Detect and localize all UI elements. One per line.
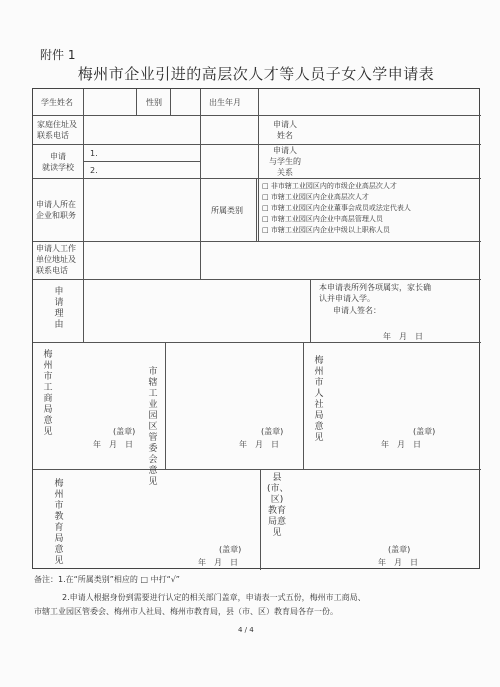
company-job-label: 申请人所在 企业和职务 — [36, 200, 76, 220]
birth-label: 出生年月 — [209, 98, 241, 107]
category-label: 所属类别 — [211, 206, 243, 215]
seal-edu: (盖章) — [219, 545, 242, 554]
date-edu: 年 月 日 — [198, 558, 238, 567]
date-county: 年 月 日 — [378, 558, 418, 567]
note-2b: 市辖工业园区管委会、梅州市人社局、梅州市教育局，县（市、区）教育局各存一份。 — [34, 607, 338, 616]
reason-label: 申请理由 — [54, 287, 64, 330]
category-option[interactable]: □ 市辖工业园区内企业中高层管理人员 — [262, 215, 383, 223]
form-title: 梅州市企业引进的高层次人才等人员子女入学申请表 — [77, 65, 435, 83]
student-name-label: 学生姓名 — [41, 98, 73, 107]
page-number: 4 / 4 — [238, 626, 254, 634]
school-label: 申请 就读学校 — [42, 152, 74, 172]
declaration-text: 本申请表所列各项属实，家长确 认并申请入学。 — [319, 283, 431, 303]
category-options[interactable] — [262, 181, 411, 236]
work-address-label: 申请人工作 单位地址及 联系电话 — [36, 244, 76, 275]
note-1: 备注：1.在“所属类别”相应的 □ 中打“√” — [34, 575, 180, 584]
note-2a: 2.申请人根据身份到需要进行认定的相关部门盖章，申请表一式五份，梅州市工商局、 — [62, 593, 366, 602]
date-hr: 年 月 日 — [381, 440, 421, 449]
applicant-name-label: 申请人 姓名 — [273, 120, 297, 140]
seal-hr: (盖章) — [413, 427, 436, 436]
county-edu-label: 县(市、区)教育局意见 — [267, 473, 289, 538]
category-option[interactable]: □ 市辖工业园区内企业高层次人才 — [262, 193, 369, 201]
school-choice-1[interactable]: 1. — [90, 149, 98, 158]
date-park: 年 月 日 — [239, 440, 279, 449]
gender-label: 性别 — [146, 98, 162, 107]
seal-park: (盖章) — [261, 427, 284, 436]
school-choice-2[interactable]: 2. — [90, 166, 98, 175]
park-committee-label: 市辖工业园区管委会意见 — [148, 367, 158, 487]
category-option[interactable]: □ 市辖工业园区内企业董事会成员或法定代表人 — [262, 204, 411, 212]
application-form — [32, 88, 480, 569]
biz-bureau-label: 梅州市工商局意见 — [43, 350, 53, 437]
hr-bureau-label: 梅州市人社局意见 — [314, 356, 324, 443]
address-phone-label: 家庭住址及 联系电话 — [37, 120, 77, 140]
edu-bureau-label: 梅州市教育局意见 — [54, 479, 64, 566]
seal-county: (盖章) — [388, 545, 411, 554]
category-option[interactable]: □ 市辖工业园区内企业中级以上职称人员 — [262, 226, 390, 234]
category-option[interactable]: □ 非市辖工业园区内的市级企业高层次人才 — [262, 182, 397, 190]
relation-label: 申请人 与学生的 关系 — [269, 146, 301, 177]
seal-biz: (盖章) — [113, 427, 136, 436]
attachment-label: 附件 1 — [40, 48, 76, 62]
signature-label: 申请人签名： — [333, 306, 381, 315]
reason-date: 年 月 日 — [383, 332, 423, 341]
date-biz: 年 月 日 — [93, 440, 133, 449]
